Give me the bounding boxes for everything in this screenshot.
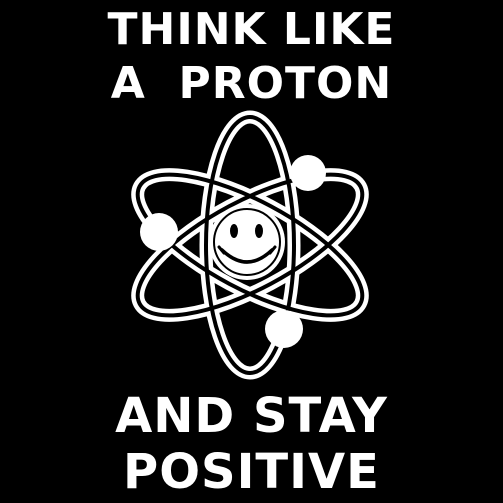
smiley-face-icon — [209, 204, 285, 280]
headline-top-line-2: A PROTON — [110, 58, 393, 109]
electron-lower-right — [265, 310, 303, 348]
electron-left — [140, 213, 178, 251]
electron-upper-right — [290, 155, 326, 191]
headline-bottom-line-1: AND STAY — [115, 388, 388, 444]
headline-top-line-1: THINK LIKE — [107, 4, 396, 55]
headline-bottom-line-2: POSITIVE — [123, 444, 380, 500]
